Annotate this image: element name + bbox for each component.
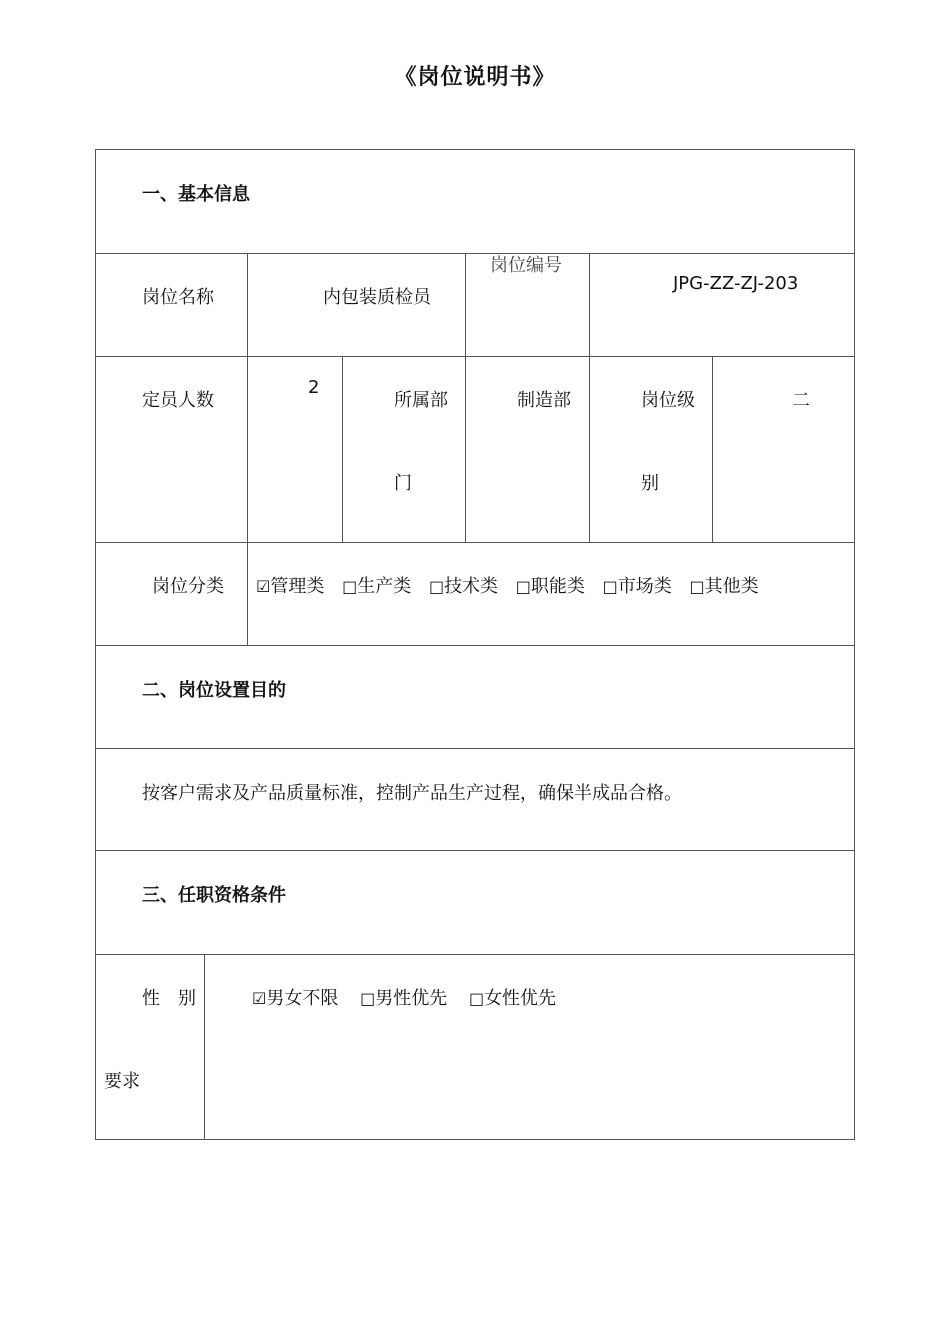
col-divider (465, 356, 466, 542)
classification-option-production[interactable]: □生产类 (342, 576, 412, 597)
col-divider (712, 356, 713, 542)
col-divider (465, 253, 466, 356)
post-name-value: 内包装质检员 (323, 287, 431, 308)
gender-label-line2: 要求 (104, 1071, 140, 1092)
row-divider (95, 954, 855, 955)
row-divider (95, 748, 855, 749)
checkbox-unchecked-icon[interactable]: □ (689, 577, 705, 596)
dept-value: 制造部 (517, 390, 571, 411)
checkbox-unchecked-icon[interactable]: □ (515, 577, 531, 596)
level-value: 二 (792, 390, 810, 411)
section-heading-qualifications: 三、任职资格条件 (142, 885, 286, 906)
checkbox-unchecked-icon[interactable]: □ (342, 577, 358, 596)
col-divider (247, 253, 248, 356)
headcount-value: 2 (308, 377, 320, 398)
classification-option-management[interactable]: ☑管理类 (256, 576, 325, 597)
section-heading-basic-info: 一、基本信息 (142, 184, 250, 205)
col-divider (342, 356, 343, 542)
row-divider (95, 356, 855, 357)
gender-option-any[interactable]: ☑男女不限 (252, 988, 339, 1009)
gender-option-male-preferred[interactable]: □男性优先 (360, 988, 448, 1009)
col-divider (589, 253, 590, 356)
col-divider (247, 542, 248, 645)
purpose-text: 按客户需求及产品质量标准，控制产品生产过程，确保半成品合格。 (142, 783, 682, 804)
col-divider (589, 356, 590, 542)
table-border-bottom (95, 1139, 855, 1140)
col-divider (204, 954, 205, 1139)
job-description-table (95, 149, 855, 1140)
level-label-line1: 岗位级 (641, 390, 695, 411)
checkbox-checked-icon[interactable]: ☑ (256, 577, 271, 596)
dept-label-line2: 门 (394, 473, 412, 494)
post-code-label: 岗位编号 (490, 255, 562, 276)
classification-option-other[interactable]: □其他类 (689, 576, 759, 597)
level-label-line2: 别 (641, 473, 659, 494)
row-divider (95, 850, 855, 851)
row-divider (95, 542, 855, 543)
row-divider (95, 253, 855, 254)
post-code-value: JPG-ZZ-ZJ-203 (673, 273, 799, 294)
headcount-label: 定员人数 (142, 390, 214, 411)
classification-option-technical[interactable]: □技术类 (428, 576, 499, 597)
checkbox-unchecked-icon[interactable]: □ (360, 989, 376, 1008)
classification-option-marketing[interactable]: □市场类 (602, 576, 672, 597)
gender-label-line1: 性 别 (142, 988, 196, 1009)
checkbox-checked-icon[interactable]: ☑ (252, 989, 267, 1008)
row-divider (95, 645, 855, 646)
gender-option-female-preferred[interactable]: □女性优先 (468, 988, 557, 1009)
gender-options (252, 988, 568, 1010)
classification-options (256, 576, 771, 598)
table-border-top (95, 149, 855, 150)
dept-label-line1: 所属部 (394, 390, 448, 411)
section-heading-purpose: 二、岗位设置目的 (142, 680, 286, 701)
checkbox-unchecked-icon[interactable]: □ (468, 989, 485, 1008)
classification-label: 岗位分类 (152, 576, 224, 597)
document-title: 《岗位说明书》 (394, 65, 556, 90)
col-divider (247, 356, 248, 542)
classification-option-functional[interactable]: □职能类 (515, 576, 585, 597)
post-name-label: 岗位名称 (142, 287, 214, 308)
checkbox-unchecked-icon[interactable]: □ (602, 577, 618, 596)
checkbox-unchecked-icon[interactable]: □ (428, 577, 445, 596)
